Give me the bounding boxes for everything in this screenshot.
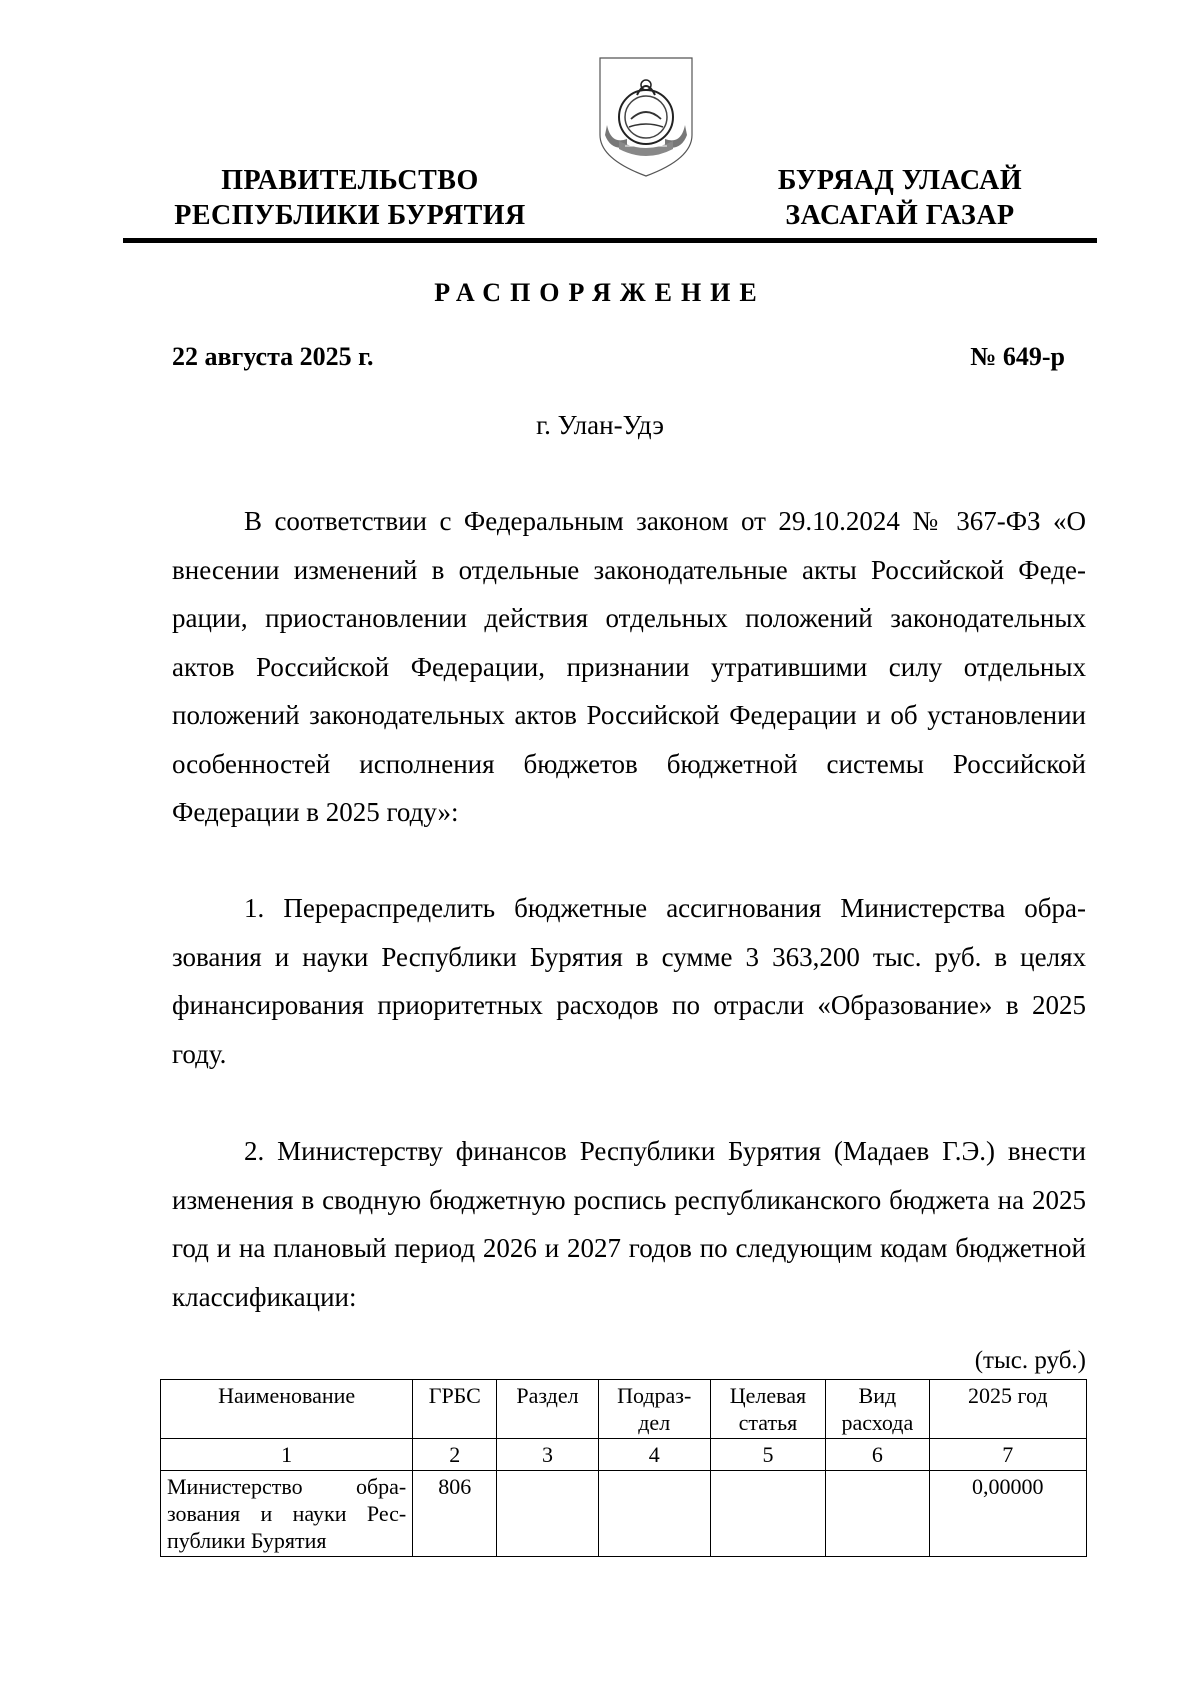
column-number: 6	[826, 1439, 929, 1471]
column-number: 4	[598, 1439, 710, 1471]
header-divider	[123, 238, 1097, 243]
preamble-paragraph	[172, 497, 1086, 837]
table-header-row	[161, 1380, 1087, 1439]
budget-table	[160, 1379, 1087, 1557]
header-right-line1: БУРЯАД УЛАСАЙ	[777, 165, 1023, 196]
header-cell-year: 2025 год	[929, 1380, 1086, 1439]
row-type	[826, 1471, 929, 1557]
document-title: РАСПОРЯЖЕНИЕ	[434, 278, 766, 307]
document-date: 22 августа 2025 г.	[172, 342, 374, 371]
header-cell-target: Целевая статья	[710, 1380, 825, 1439]
item-1-paragraph	[172, 884, 1086, 1078]
item-1-text: 1. Перераспределить бюджетные ассигнования Министерства образования и науки Республики Бурятия в сумме 3 363,200 тыс. руб. в целях финансирования приоритетных расходов по отрасли «Образование» в 2025 году.	[172, 893, 1086, 1069]
government-name-buryat	[750, 163, 1050, 233]
document-number: № 649-р	[970, 342, 1065, 371]
column-number: 5	[710, 1439, 825, 1471]
item-2-text: 2. Министерству финансов Республики Бурятия (Мадаев Г.Э.) внести изменения в сводную бюджетную роспись республиканского бюджета на 2025 год и на плановый период 2026 и 2027 годов по следующим кодам бюджетной классификации:	[172, 1136, 1086, 1312]
row-section	[497, 1471, 598, 1557]
emblem	[597, 55, 695, 179]
government-name-russian	[160, 163, 540, 233]
republic-of-buryatia-emblem-icon	[597, 55, 695, 179]
row-grbs: 806	[413, 1471, 497, 1557]
row-amount: 0,00000	[929, 1471, 1086, 1557]
header-cell-section: Раздел	[497, 1380, 598, 1439]
row-name: Министерство образования и науки Республики Бурятия	[161, 1471, 413, 1557]
header-right-line2: ЗАСАГАЙ ГАЗАР	[785, 200, 1015, 231]
row-subsection	[598, 1471, 710, 1557]
table-row	[161, 1471, 1087, 1557]
document-city: г. Улан-Удэ	[536, 410, 664, 440]
item-2-paragraph	[172, 1127, 1086, 1321]
column-number: 3	[497, 1439, 598, 1471]
header-cell-subsection: Подраз-дел	[598, 1380, 710, 1439]
column-number: 1	[161, 1439, 413, 1471]
table-units: (тыс. руб.)	[974, 1347, 1086, 1374]
header-cell-name: Наименование	[161, 1380, 413, 1439]
column-number: 7	[929, 1439, 1086, 1471]
header-cell-grbs: ГРБС	[413, 1380, 497, 1439]
column-number: 2	[413, 1439, 497, 1471]
table-column-number-row	[161, 1439, 1087, 1471]
preamble-text: В соответствии с Федеральным законом от 29.10.2024 № 367-ФЗ «О внесении изменений в отдельные законодательные акты Российской Федерации, приостановлении действия отдельных положений законодательных актов Российской Федерации, признании утратившими силу отдельных положений законодательных актов Российской Федерации и об установлении особенностей исполнения бюджетов бюджетной системы Российской Федерации в 2025 году»:	[172, 506, 1086, 827]
header-cell-type: Вид расхода	[826, 1380, 929, 1439]
header-left-line1: ПРАВИТЕЛЬСТВО	[221, 165, 479, 196]
row-target	[710, 1471, 825, 1557]
header-left-line2: РЕСПУБЛИКИ БУРЯТИЯ	[174, 200, 526, 231]
